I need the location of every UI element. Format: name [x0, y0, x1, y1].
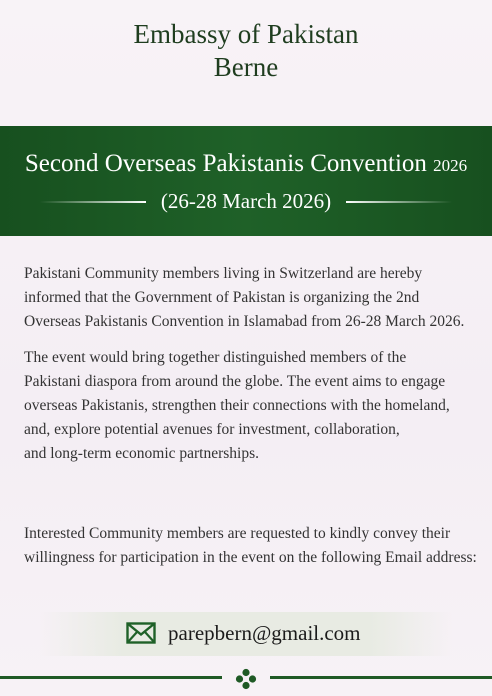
paragraph-line: informed that the Government of Pakistan is organizing the 2nd [24, 289, 420, 306]
footer-line-left [0, 676, 222, 679]
paragraph-line: Interested Community members are requested to kindly convey their [24, 525, 451, 542]
paragraph-line: The event would bring together distinguished members of the [24, 349, 407, 366]
footer-line-right [270, 676, 492, 679]
paragraph-line: overseas Pakistanis, strengthen their connections with the homeland, [24, 397, 450, 414]
embassy-city: Berne [213, 52, 279, 82]
convention-title-main: Second Overseas Pakistanis Convention [24, 150, 434, 177]
paragraph-line: Overseas Pakistanis Convention in Islamabad from 26-28 March 2026. [24, 313, 465, 330]
email-link[interactable]: parepbern@gmail.com [168, 621, 361, 645]
paragraph-event-details [24, 346, 450, 466]
convention-title [0, 149, 492, 181]
paragraph-line: Pakistani diaspora from around the globe. The event aims to engage [24, 373, 446, 390]
convention-banner [0, 126, 492, 236]
flower-ornament-icon [231, 668, 261, 690]
convention-dates: (26-28 March 2026) [160, 189, 332, 213]
footer-divider [0, 668, 492, 696]
convention-dates-row [0, 188, 492, 214]
embassy-header [0, 18, 492, 84]
dates-rule-right [346, 201, 452, 203]
paragraph-announcement [24, 262, 464, 334]
embassy-name: Embassy of Pakistan [133, 19, 359, 49]
paragraph-line: willingness for participation in the event on the following Email address: [24, 549, 477, 566]
email-contact-bar [40, 612, 452, 656]
paragraph-line: Pakistani Community members living in Switzerland are hereby [24, 265, 423, 282]
paragraph-line: and, explore potential avenues for investment, collaboration, [24, 421, 400, 438]
paragraph-line: and long-term economic partnerships. [24, 445, 260, 462]
convention-title-year: 2026 [433, 156, 468, 175]
paragraph-request [24, 522, 477, 570]
envelope-icon [126, 622, 156, 644]
